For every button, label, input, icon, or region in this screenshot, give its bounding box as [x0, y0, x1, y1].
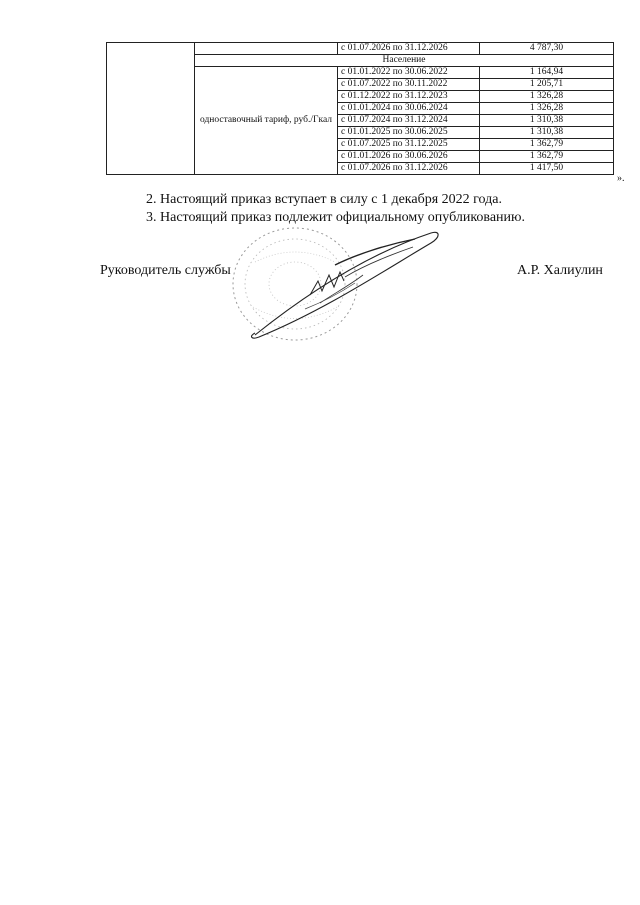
value-cell: 1 362,79: [480, 139, 614, 151]
table-cell-empty-kind: [195, 43, 338, 55]
group-label-cell: Население: [195, 55, 614, 67]
period-cell: с 01.01.2024 по 30.06.2024: [338, 103, 480, 115]
table-row: [107, 43, 614, 55]
value-cell: 1 310,38: [480, 127, 614, 139]
table-cell-empty: [107, 43, 195, 175]
order-item-3: 3. Настоящий приказ подлежит официальному опубликованию.: [146, 210, 525, 225]
period-cell: с 01.07.2026 по 31.12.2026: [338, 163, 480, 175]
tariff-kind-cell: одноставочный тариф, руб./Гкал: [195, 67, 338, 175]
period-cell: с 01.12.2022 по 31.12.2023: [338, 91, 480, 103]
period-cell: с 01.01.2026 по 30.06.2026: [338, 151, 480, 163]
period-cell: с 01.07.2022 по 30.11.2022: [338, 79, 480, 91]
period-cell: с 01.07.2026 по 31.12.2026: [338, 43, 480, 55]
value-cell: 1 417,50: [480, 163, 614, 175]
value-cell: 4 787,30: [480, 43, 614, 55]
table-closing-mark: ».: [617, 173, 625, 184]
value-cell: 1 310,38: [480, 115, 614, 127]
value-cell: 1 326,28: [480, 91, 614, 103]
period-cell: с 01.01.2025 по 30.06.2025: [338, 127, 480, 139]
period-cell: с 01.07.2025 по 31.12.2025: [338, 139, 480, 151]
order-item-2: 2. Настоящий приказ вступает в силу с 1 декабря 2022 года.: [146, 192, 502, 207]
signatory-name: А.Р. Халиулин: [517, 263, 603, 278]
period-cell: с 01.01.2022 по 30.06.2022: [338, 67, 480, 79]
value-cell: 1 326,28: [480, 103, 614, 115]
value-cell: 1 164,94: [480, 67, 614, 79]
value-cell: 1 362,79: [480, 151, 614, 163]
signatory-position: Руководитель службы: [100, 263, 231, 278]
handwritten-signature: [235, 225, 445, 345]
value-cell: 1 205,71: [480, 79, 614, 91]
period-cell: с 01.07.2024 по 31.12.2024: [338, 115, 480, 127]
tariff-table: [106, 42, 614, 175]
